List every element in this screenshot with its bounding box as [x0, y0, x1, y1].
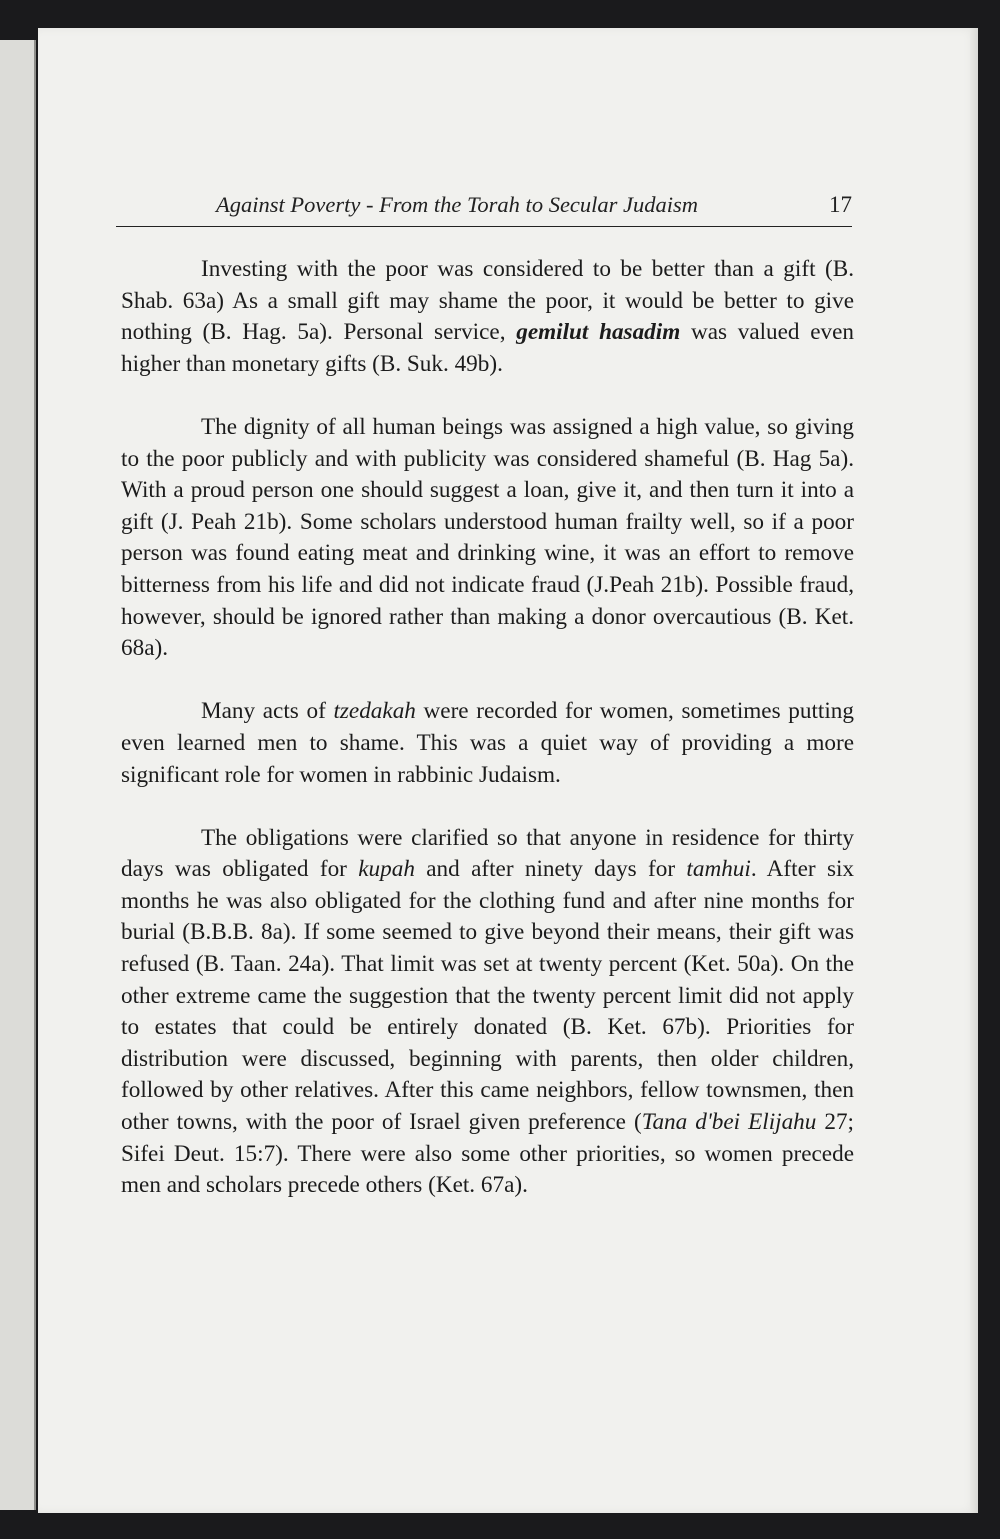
running-title: Against Poverty - From the Torah to Secular Judaism: [216, 192, 699, 217]
term-tamhui: tamhui: [686, 856, 751, 883]
paragraph-text: Investing with the poor was considered to be better than a gift (B. Shab. 63a) As a small gift may shame the poor, it would be better to give nothing (B. Hag. 5a). Personal service,: [121, 256, 854, 346]
paragraph-obligations: [121, 823, 854, 1202]
book-page: [38, 28, 978, 1513]
paragraph-text: was valued even higher than monetary gifts (B. Suk. 49b).: [121, 319, 855, 377]
page-edge: [970, 28, 978, 1513]
paragraph-text: and after ninety days for: [414, 856, 687, 883]
paragraph-dignity: [121, 412, 854, 665]
paragraph-text: . After six months he was also obligated for the clothing fund and after nine months for burial (B.B.B. 8a). If some seemed to give beyond their means, their gift was refused (B. Taan. 24a). That limit was set at twenty percent (Ket. 50a). On the other extreme came the suggestion that the twenty percent limit did not apply to estates that could be entirely donated (B. Ket. 67b). Priorities for distribution were discussed, beginning with parents, then older children, followed by other relatives. After this came neighbors, fellow townsmen, then other towns, with the poor of Israel given preference (: [121, 856, 855, 1136]
paragraph-investing: [121, 254, 854, 380]
paragraph-text: 27; Sifei Deut. 15:7). There were also some other priorities, so women precede men and scholars precede others (Ket. 67a).: [121, 1109, 854, 1199]
paragraph-text: were recorded for women, sometimes putting even learned men to shame. This was a quiet way of providing a more significant role for women in rabbinic Judaism.: [121, 698, 854, 788]
paragraph-text: Many acts of: [201, 698, 334, 725]
page-number: 17: [829, 192, 852, 217]
paragraph-text: The dignity of all human beings was assigned a high value, so giving to the poor publicly and with publicity was considered shameful (B. Hag 5a). With a proud person one should suggest a loan, give it, and then turn it into a gift (J. Peah 21b). Some scholars understood human frailty well, so if a poor person was found eating meat and drinking wine, it was an effort to remove bitterness from his life and did not indicate fraud (J.Peah 21b). Possible fraud, however, should be ignored rather than making a donor overcautious (B. Ket. 68a).: [121, 413, 854, 662]
paragraph-women: [121, 696, 854, 791]
term-tana-dbei-elijahu: Tana d'bei Elijahu: [641, 1109, 817, 1136]
running-header: [116, 192, 852, 227]
previous-page-edge: [0, 40, 36, 1510]
paragraph-text: The obligations were clarified so that anyone in residence for thirty days was obligated for: [121, 824, 854, 883]
term-tzedakah: tzedakah: [333, 698, 416, 725]
term-gemilut-hasadim: gemilut hasadim: [516, 319, 681, 346]
body-text: [121, 254, 854, 1233]
term-kupah: kupah: [358, 856, 415, 883]
